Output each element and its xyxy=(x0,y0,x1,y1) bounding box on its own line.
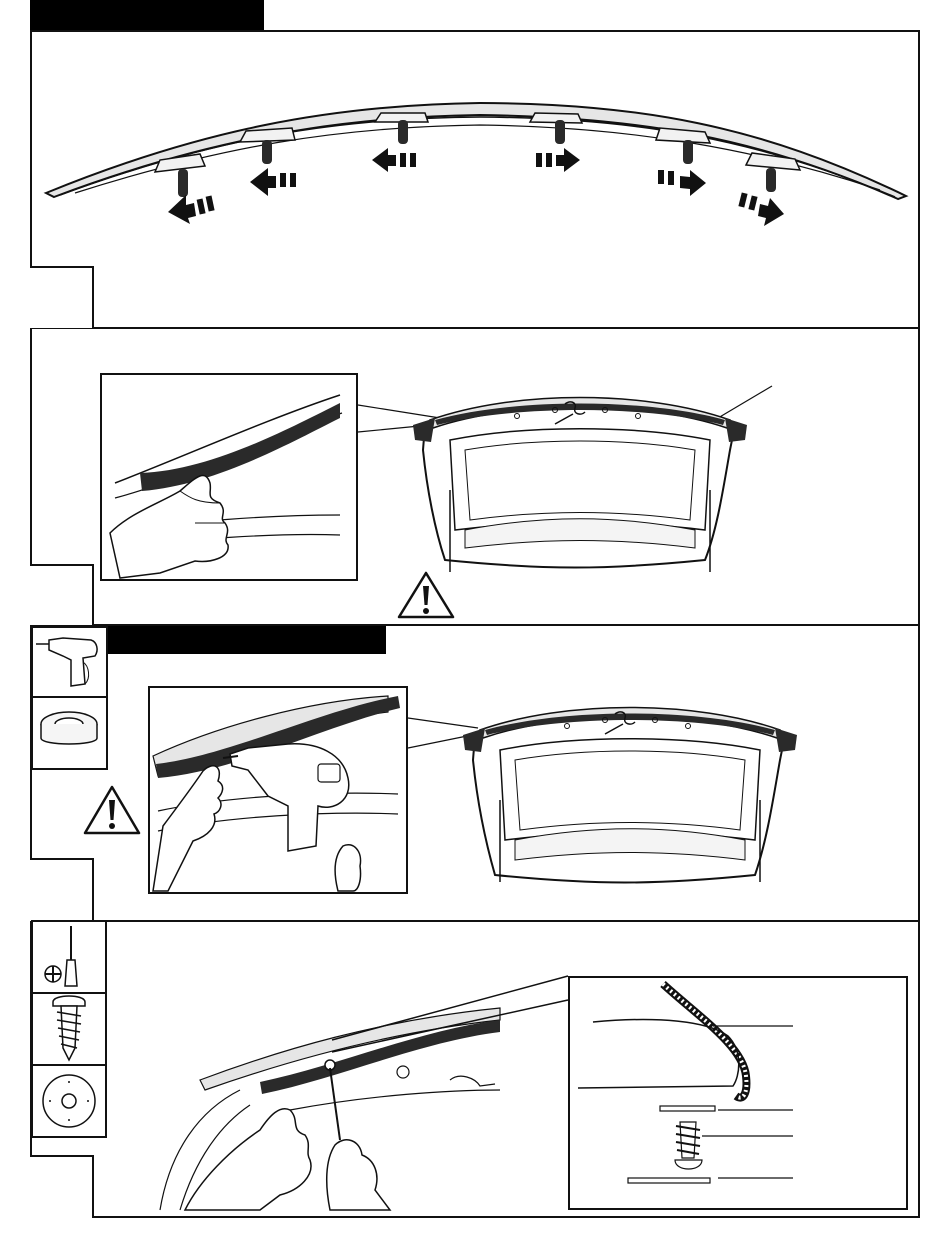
cross-section-detail-illustration xyxy=(568,976,908,1210)
